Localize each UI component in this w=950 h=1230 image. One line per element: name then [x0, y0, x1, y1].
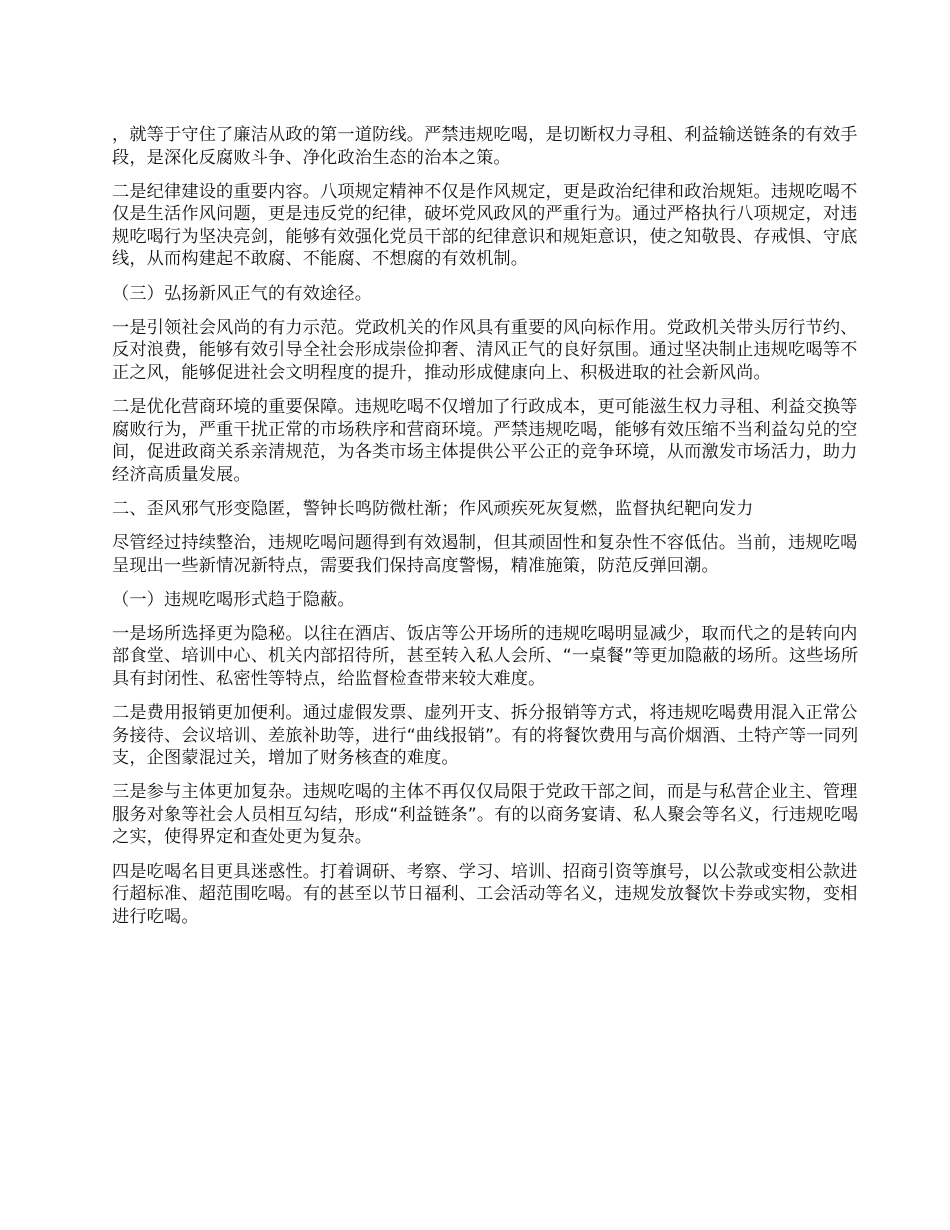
section-heading-new-atmosphere: （三）弘扬新风正气的有效途径。	[112, 283, 373, 304]
section-heading-hidden-forms: （一）违规吃喝形式趋于隐蔽。	[112, 589, 355, 610]
paragraph-business-environment: 二是优化营商环境的重要保障。违规吃喝不仅增加了行政成本，更可能滋生权力寻租、利益交换等腐败行为，严重干扰正常的市场秩序和营商环境。严禁违规吃喝，能够有效压缩不当利益勾兑的空间，促进政商关系亲清规范，为各类市场主体提供公平公正的竞争环境，从而激发市场活力，助力经济高质量发展。	[112, 396, 858, 485]
paragraph-persistent-problems: 尽管经过持续整治，违规吃喝问题得到有效遏制，但其顽固性和复杂性不容低估。当前，违规吃喝呈现出一些新情况新特点，需要我们保持高度警惕，精准施策，防范反弹回潮。	[112, 532, 858, 576]
paragraph-social-example: 一是引领社会风尚的有力示范。党政机关的作风具有重要的风向标作用。党政机关带头厉行节约、反对浪费，能够有效引导全社会形成崇俭抑奢、清风正气的良好氛围。通过坚决制止违规吃喝等不正之风，能够促进社会文明程度的提升，推动形成健康向上、积极进取的社会新风尚。	[112, 317, 858, 383]
paragraph-integrity-defense: ，就等于守住了廉洁从政的第一道防线。严禁违规吃喝，是切断权力寻租、利益输送链条的有效手段，是深化反腐败斗争、净化政治生态的治本之策。	[112, 125, 858, 168]
chapter-heading-two: 二、歪风邪气形变隐匿，警钟长鸣防微杜渐；作风顽疾死灰复燃，监督执纪靶向发力	[112, 498, 754, 519]
paragraph-discipline-building: 二是纪律建设的重要内容。八项规定精神不仅是作风规定，更是政治纪律和政治规矩。违规吃喝不仅是生活作风问题，更是违反党的纪律，破坏党风政风的严重行为。通过严格执行八项规定，对违规吃喝行为坚决亮剑，能够有效强化党员干部的纪律意识和规矩意识，使之知敬畏、存戒惧、守底线，从而构建起不敢腐、不能腐、不想腐的有效机制。	[112, 181, 858, 270]
document-page	[112, 124, 862, 940]
paragraph-deceptive-pretexts: 四是吃喝名目更具迷惑性。打着调研、考察、学习、培训、招商引资等旗号，以公款或变相公款进行超标准、超范围吃喝。有的甚至以节日福利、工会活动等名义，违规发放餐饮卡券或实物，变相进行吃喝。	[112, 861, 858, 927]
paragraph-expense-reimbursement: 二是费用报销更加便利。通过虚假发票、虚列开支、拆分报销等方式，将违规吃喝费用混入正常公务接待、会议培训、差旅补助等，进行“曲线报销”。有的将餐饮费用与高价烟酒、土特产等一同列支，企图蒙混过关，增加了财务核查的难度。	[112, 702, 859, 769]
paragraph-hidden-venues: 一是场所选择更为隐秘。以往在酒店、饭店等公开场所的违规吃喝明显减少，取而代之的是转向内部食堂、培训中心、机关内部招待所，甚至转入私人会所、“一桌餐”等更加隐蔽的场所。这些场所具有封闭性、私密性等特点，给监督检查带来较大难度。	[112, 623, 859, 689]
paragraph-complex-participants: 三是参与主体更加复杂。违规吃喝的主体不再仅仅局限于党政干部之间，而是与私营企业主、管理服务对象等社会人员相互勾结，形成“利益链条”。有的以商务宴请、私人聚会等名义，行违规吃喝之实，使得界定和查处更为复杂。	[112, 782, 859, 848]
